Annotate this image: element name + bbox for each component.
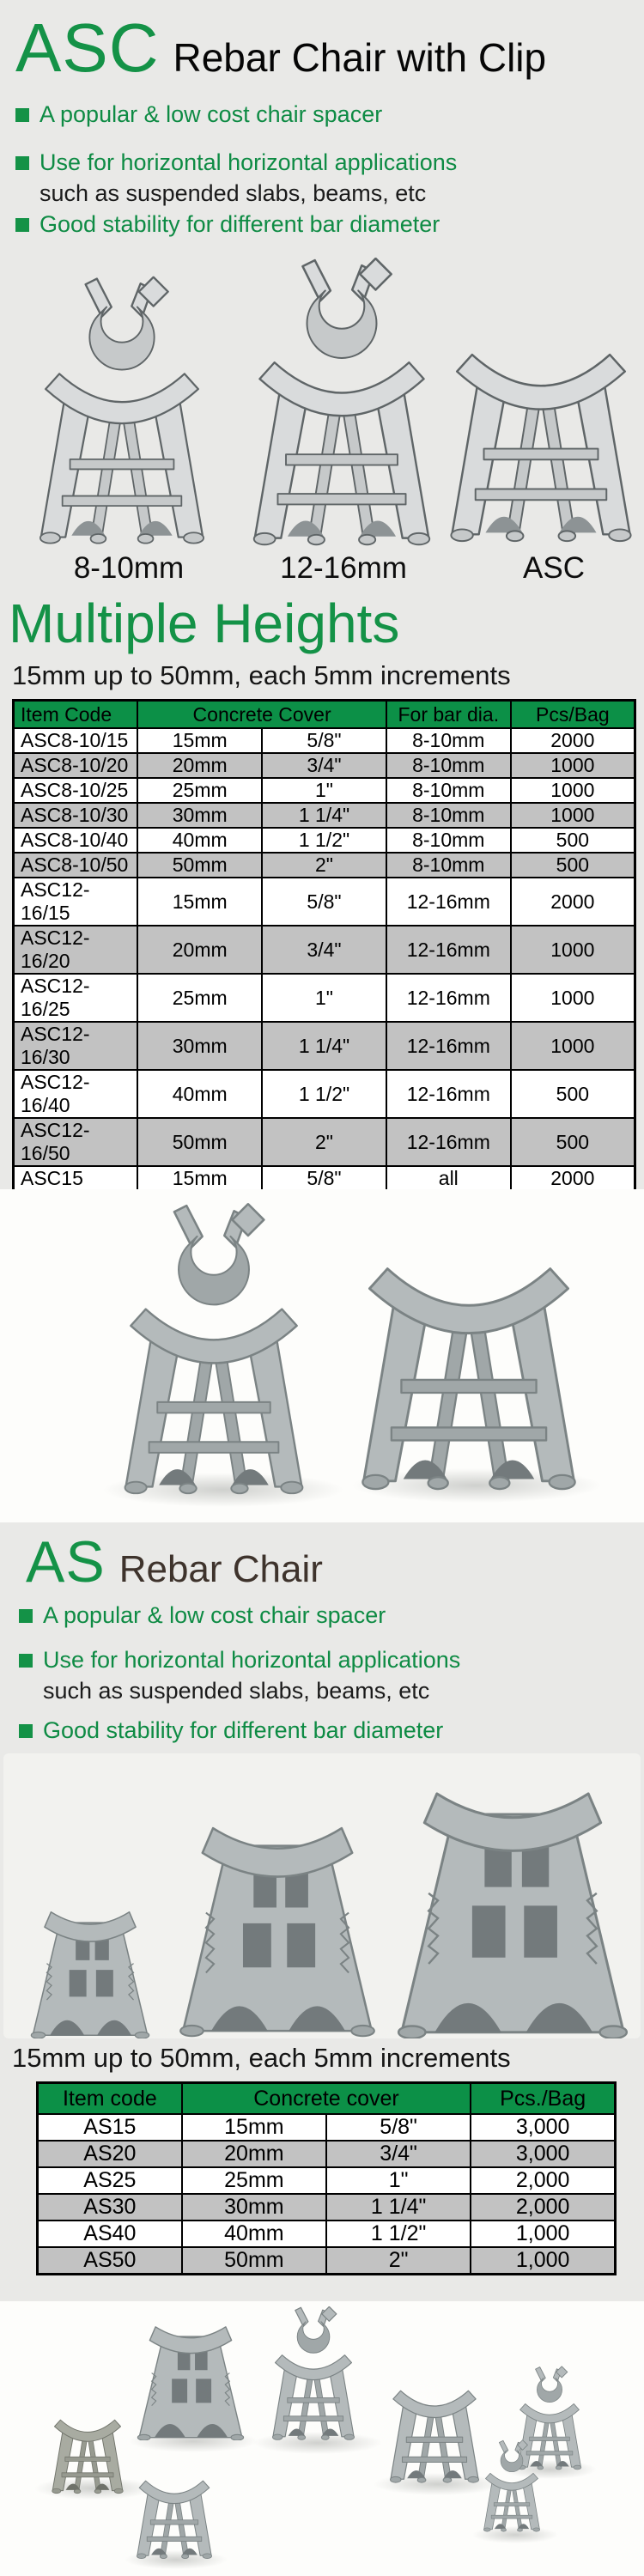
table-cell: 1 1/2" — [262, 1070, 386, 1118]
table-row — [14, 974, 635, 1022]
photo-chair-plain — [345, 1227, 592, 1495]
table-row — [14, 728, 635, 753]
asc-page-title — [15, 9, 547, 86]
as-bullet-2-subtext: such as suspended slabs, beams, etc — [43, 1678, 430, 1704]
table-cell: 500 — [511, 853, 635, 878]
column-header: For bar dia. — [386, 701, 511, 729]
table-cell: 40mm — [182, 2221, 326, 2247]
table-cell: ASC8-10/25 — [14, 778, 138, 803]
table-row — [14, 828, 635, 853]
table-cell: 500 — [511, 828, 635, 853]
table-cell: 2" — [326, 2247, 471, 2275]
table-cell: 2" — [262, 1118, 386, 1166]
as-chair-large-image — [388, 1779, 637, 2038]
family-chair-clip-small — [474, 2439, 550, 2533]
table-row — [14, 878, 635, 926]
table-cell: 5/8" — [262, 878, 386, 926]
asc-section — [0, 0, 644, 1189]
as-section — [0, 1522, 644, 2301]
table-cell: 1000 — [511, 753, 635, 778]
table-cell: 2000 — [511, 1166, 635, 1191]
asc-chair-plain-image — [448, 319, 634, 546]
table-cell: 40mm — [137, 1070, 262, 1118]
column-header: Concrete Cover — [137, 701, 386, 729]
table-cell: 12-16mm — [386, 974, 511, 1022]
bullet-text: Good stability for different bar diameter — [43, 1717, 444, 1743]
table-cell: 1 1/4" — [262, 803, 386, 828]
table-cell: AS30 — [38, 2194, 182, 2221]
asc-product-label-1: 8-10mm — [73, 551, 185, 585]
table-cell: 50mm — [137, 853, 262, 878]
asc-bullet-1 — [15, 101, 382, 128]
table-cell: 25mm — [137, 974, 262, 1022]
bullet-text: A popular & low cost chair spacer — [39, 101, 383, 127]
asc-heights-subtitle: 15mm up to 50mm, each 5mm increments — [12, 660, 511, 690]
bullet-text: Use for horizontal horizontal applications — [39, 149, 458, 175]
table-cell: 12-16mm — [386, 1022, 511, 1070]
asc-product-label-3: ASC — [523, 551, 585, 585]
table-cell: 1" — [326, 2167, 471, 2194]
table-cell: 20mm — [137, 926, 262, 974]
asc-product-label-2: 12-16mm — [280, 551, 407, 585]
column-header: Concrete cover — [182, 2083, 471, 2115]
table-cell: 5/8" — [262, 1166, 386, 1191]
table-cell: 15mm — [137, 1166, 262, 1191]
table-cell: 1 1/4" — [262, 1022, 386, 1070]
table-cell: 50mm — [137, 1118, 262, 1166]
table-cell: 1 1/4" — [326, 2194, 471, 2221]
table-cell: ASC12-16/30 — [14, 1022, 138, 1070]
table-row — [14, 803, 635, 828]
table-cell: 1000 — [511, 778, 635, 803]
table-cell: ASC12-16/20 — [14, 926, 138, 974]
asc-bullet-2 — [15, 149, 457, 176]
bullet-text: Good stability for different bar diameter — [39, 211, 440, 237]
table-cell: ASC8-10/15 — [14, 728, 138, 753]
table-cell: 30mm — [137, 803, 262, 828]
table-cell: 1000 — [511, 1022, 635, 1070]
table-row — [38, 2141, 616, 2167]
table-cell: 2,000 — [471, 2167, 615, 2194]
table-cell: 25mm — [182, 2167, 326, 2194]
table-row — [14, 753, 635, 778]
table-cell: 8-10mm — [386, 803, 511, 828]
table-row — [14, 1070, 635, 1118]
square-bullet-icon — [19, 1724, 33, 1738]
table-cell: all — [386, 1166, 511, 1191]
column-header: Pcs./Bag — [471, 2083, 615, 2115]
square-bullet-icon — [15, 108, 29, 122]
table-header-row — [14, 701, 635, 729]
as-chair-small-image — [26, 1905, 155, 2038]
bullet-text: Use for horizontal horizontal applications — [43, 1647, 461, 1673]
table-cell: 40mm — [137, 828, 262, 853]
table-cell: 2000 — [511, 878, 635, 926]
as-heights-subtitle: 15mm up to 50mm, each 5mm increments — [12, 2043, 511, 2073]
table-cell: AS40 — [38, 2221, 182, 2247]
table-cell: 30mm — [137, 1022, 262, 1070]
as-bullet-3 — [19, 1717, 443, 1744]
column-header: Item Code — [14, 701, 138, 729]
table-cell: 20mm — [137, 753, 262, 778]
table-cell: 15mm — [137, 728, 262, 753]
asc-chair-12-16mm-image — [234, 254, 450, 550]
table-cell: ASC8-10/40 — [14, 828, 138, 853]
table-cell: 500 — [511, 1070, 635, 1118]
table-row — [38, 2194, 616, 2221]
table-cell: 30mm — [182, 2194, 326, 2221]
table-row — [38, 2167, 616, 2194]
asc-chair-8-10mm-image — [19, 273, 225, 548]
table-cell: 12-16mm — [386, 1070, 511, 1118]
table-cell: ASC15 — [14, 1166, 138, 1191]
family-chair-clip-center — [261, 2305, 366, 2442]
asc-title-text: Rebar Chair with Clip — [173, 35, 547, 80]
table-cell: 8-10mm — [386, 828, 511, 853]
table-cell: 1000 — [511, 926, 635, 974]
multiple-heights-heading: Multiple Heights — [9, 592, 400, 654]
table-row — [14, 853, 635, 878]
bullet-text: A popular & low cost chair spacer — [43, 1602, 386, 1628]
table-row — [14, 1022, 635, 1070]
table-cell: 8-10mm — [386, 753, 511, 778]
table-row — [14, 1166, 635, 1191]
table-cell: 1000 — [511, 974, 635, 1022]
column-header: Item code — [38, 2083, 182, 2115]
table-row — [38, 2247, 616, 2275]
table-cell: ASC8-10/30 — [14, 803, 138, 828]
asc-product-photo — [0, 1189, 644, 1522]
table-cell: 1,000 — [471, 2247, 615, 2275]
table-cell: 1,000 — [471, 2221, 615, 2247]
table-cell: ASC8-10/50 — [14, 853, 138, 878]
table-cell: AS15 — [38, 2114, 182, 2141]
table-cell: 3/4" — [326, 2141, 471, 2167]
table-header-row — [38, 2083, 616, 2115]
table-cell: 12-16mm — [386, 878, 511, 926]
square-bullet-icon — [15, 156, 29, 170]
table-cell: 2,000 — [471, 2194, 615, 2221]
table-cell: AS25 — [38, 2167, 182, 2194]
table-cell: 1 1/2" — [326, 2221, 471, 2247]
as-bullet-1 — [19, 1602, 386, 1629]
as-page-title — [26, 1529, 323, 1595]
family-chair-front — [129, 2466, 220, 2561]
table-cell: ASC12-16/40 — [14, 1070, 138, 1118]
table-cell: 2000 — [511, 728, 635, 753]
table-row — [38, 2221, 616, 2247]
as-title-abbr: AS — [26, 1529, 106, 1595]
table-cell: 12-16mm — [386, 1118, 511, 1166]
as-bullet-2 — [19, 1647, 460, 1674]
table-row — [38, 2114, 616, 2141]
table-cell: ASC12-16/25 — [14, 974, 138, 1022]
column-header: Pcs/Bag — [511, 701, 635, 729]
table-cell: 500 — [511, 1118, 635, 1166]
table-cell: 25mm — [137, 778, 262, 803]
table-cell: 50mm — [182, 2247, 326, 2275]
table-row — [14, 1118, 635, 1166]
table-cell: 3,000 — [471, 2114, 615, 2141]
table-cell: 15mm — [137, 878, 262, 926]
table-cell: 12-16mm — [386, 926, 511, 974]
table-row — [14, 778, 635, 803]
table-cell: 1" — [262, 778, 386, 803]
table-cell: 5/8" — [262, 728, 386, 753]
table-cell: AS50 — [38, 2247, 182, 2275]
table-cell: 2" — [262, 853, 386, 878]
table-cell: 3,000 — [471, 2141, 615, 2167]
table-cell: 20mm — [182, 2141, 326, 2167]
table-cell: AS20 — [38, 2141, 182, 2167]
table-cell: 8-10mm — [386, 728, 511, 753]
square-bullet-icon — [19, 1654, 33, 1668]
square-bullet-icon — [15, 218, 29, 232]
table-cell: 8-10mm — [386, 778, 511, 803]
table-cell: 3/4" — [262, 926, 386, 974]
table-cell: ASC8-10/20 — [14, 753, 138, 778]
table-cell: 5/8" — [326, 2114, 471, 2141]
table-cell: 8-10mm — [386, 853, 511, 878]
table-cell: 1000 — [511, 803, 635, 828]
family-chair-ridged — [134, 2320, 247, 2440]
as-family-photo — [0, 2301, 644, 2576]
as-spec-table — [36, 2081, 617, 2275]
table-cell: 15mm — [182, 2114, 326, 2141]
asc-bullet-3 — [15, 211, 440, 238]
table-cell: 1" — [262, 974, 386, 1022]
square-bullet-icon — [19, 1609, 33, 1623]
asc-title-abbr: ASC — [15, 9, 160, 86]
photo-chair-with-clip — [96, 1200, 331, 1498]
table-row — [14, 926, 635, 974]
family-chair-small-left — [41, 2406, 134, 2495]
table-cell: ASC12-16/15 — [14, 878, 138, 926]
table-cell: 1 1/2" — [262, 828, 386, 853]
as-chair-medium-image — [176, 1814, 379, 2038]
table-cell: 3/4" — [262, 753, 386, 778]
table-cell: ASC12-16/50 — [14, 1118, 138, 1166]
as-title-text: Rebar Chair — [118, 1548, 323, 1590]
asc-bullet-2-subtext: such as suspended slabs, beams, etc — [39, 180, 427, 206]
